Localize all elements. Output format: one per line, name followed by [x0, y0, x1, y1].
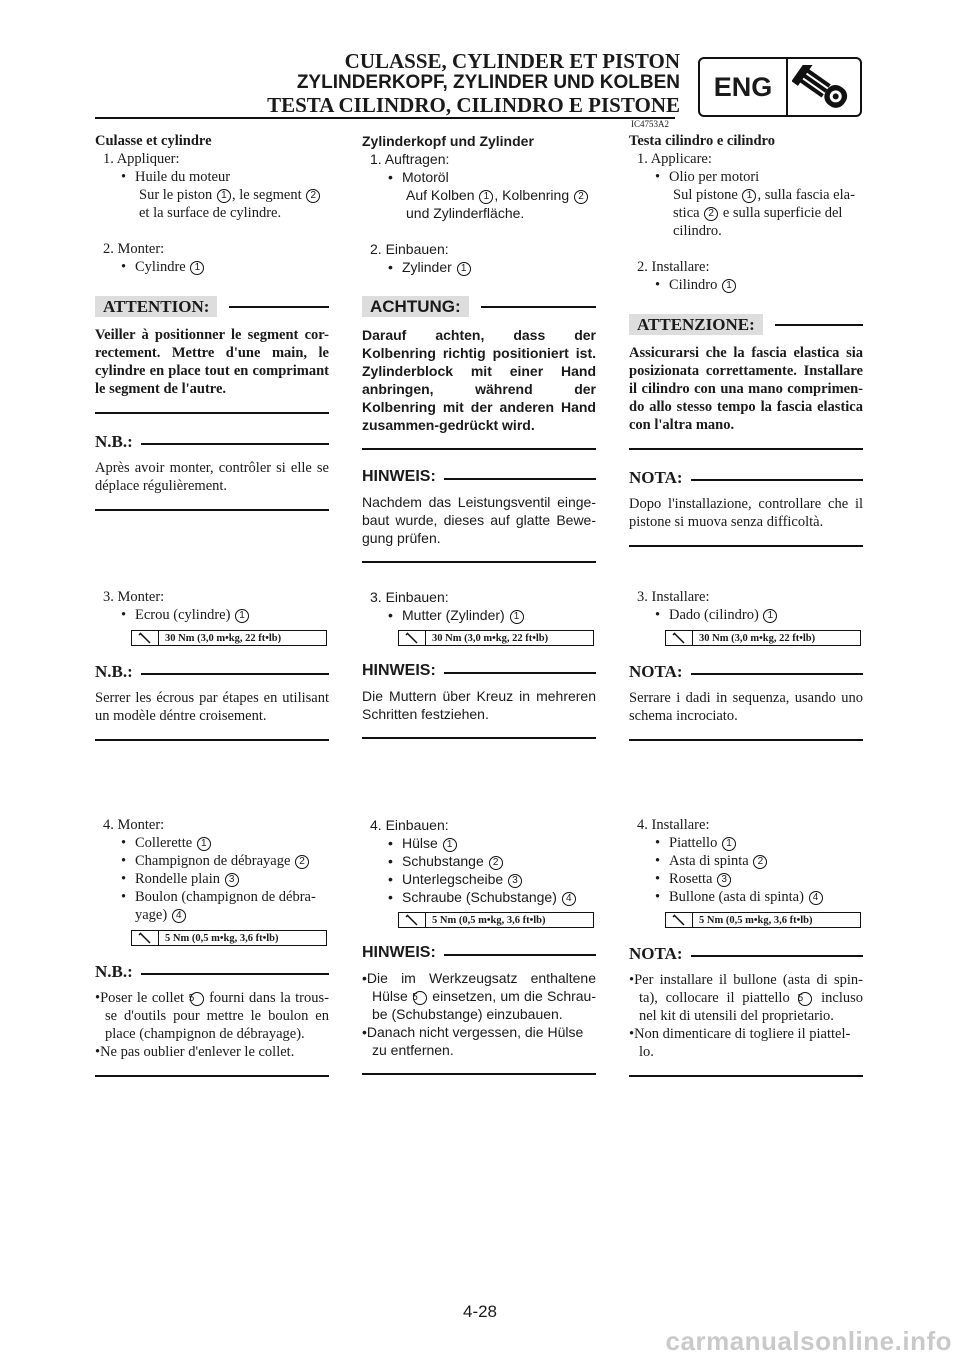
- list-item: • Piattello 1: [629, 834, 863, 852]
- note-text: Serrare i dadi in sequenza, usando uno schema incrociato.: [629, 690, 863, 724]
- torque-spec: 5 Nm (0,5 m•kg, 3,6 ft•lb): [665, 912, 861, 928]
- wrench-icon: [132, 931, 159, 945]
- list-item: • Motoröl: [362, 168, 596, 186]
- note-header: HINWEIS:: [362, 468, 596, 486]
- step-1-detail-2: und Zylinderfläche.: [406, 205, 525, 221]
- step-1-title: 1. Appliquer:: [103, 151, 180, 167]
- list-item: • Asta di spinta 2: [629, 852, 863, 870]
- warning-header: ATTENZIONE:: [629, 314, 863, 335]
- torque-spec: 30 Nm (3,0 m•kg, 22 ft•lb): [131, 630, 327, 646]
- page-header: [267, 50, 680, 116]
- section-code: IC4753A2: [631, 119, 669, 129]
- note-header: NOTA:: [629, 944, 863, 964]
- list-item: • Dado (cilindro) 1: [629, 606, 863, 624]
- list-item: • Olio per motori: [629, 168, 863, 186]
- note-item: •Ne pas oublier d'enlever le collet.: [95, 1044, 295, 1060]
- list-item: • Unterlegscheibe 3: [362, 870, 596, 888]
- step-1-detail-3: cilindro.: [673, 223, 722, 239]
- list-item: • Collerette 1: [95, 834, 329, 852]
- divider: [362, 737, 596, 739]
- column-de-step3: [362, 588, 596, 739]
- note-header: N.B.:: [95, 432, 329, 452]
- page-number: 4-28: [462, 1302, 498, 1321]
- torque-spec: 5 Nm (0,5 m•kg, 3,6 ft•lb): [398, 912, 594, 928]
- step-3-title: 3. Monter:: [103, 589, 165, 605]
- list-item: • Champignon de débrayage 2: [95, 852, 329, 870]
- note-header: NOTA:: [629, 468, 863, 488]
- list-item: • Bullone (asta di spinta) 4: [629, 888, 863, 906]
- column-de: [362, 132, 596, 563]
- section-heading: Zylinderkopf und Zylinder: [362, 133, 534, 149]
- note-header: HINWEIS:: [362, 662, 596, 680]
- divider: [362, 561, 596, 563]
- badge-label: ENG: [700, 59, 788, 115]
- list-item: • Ecrou (cylindre) 1: [95, 606, 329, 624]
- step-4-title: 4. Installare:: [637, 817, 710, 833]
- divider: [629, 1075, 863, 1077]
- note-text: Nachdem das Leistungsventil einge-baut wurde, dieses auf glatte Bewe-gung prüfen.: [362, 494, 596, 546]
- section-heading: Testa cilindro e cilindro: [629, 133, 775, 149]
- note-item: •Die im Werkzeugsatz enthaltene Hülse 5 einsetzen, um die Schrau-be (Schubstange) einzubauen.: [362, 970, 597, 1022]
- note-header: N.B.:: [95, 662, 329, 682]
- note-text: Die Muttern über Kreuz in mehreren Schritten festziehen.: [362, 688, 596, 722]
- wrench-icon: [399, 913, 426, 927]
- divider: [629, 545, 863, 547]
- wrench-icon: [666, 913, 693, 927]
- note-item: •Poser le collet 5 fourni dans la trous-se d'outils pour mettre le boulon en place (champignon de débrayage).: [95, 990, 329, 1042]
- divider: [362, 1073, 596, 1075]
- list-item: • Zylinder 1: [362, 258, 596, 276]
- list-item: • Boulon (champignon de débra-: [95, 888, 329, 906]
- note-item: •Non dimenticare di togliere il piattel-lo.: [629, 1026, 851, 1060]
- step-2-title: 2. Monter:: [103, 241, 165, 257]
- list-item: • Mutter (Zylinder) 1: [362, 606, 596, 624]
- note-header: HINWEIS:: [362, 944, 596, 962]
- divider: [95, 1075, 329, 1077]
- step-4-title: 4. Monter:: [103, 817, 165, 833]
- list-item: • Schraube (Schubstange) 4: [362, 888, 596, 906]
- column-fr: [95, 132, 329, 511]
- list-item: • Rosetta 3: [629, 870, 863, 888]
- column-de-step4: [362, 816, 596, 1075]
- note-text: Serrer les écrous par étapes en utilisant un modèle déntre croisement.: [95, 690, 329, 724]
- warning-text: Assicurarsi che la fascia elastica sia posizionata correttamente. Installare il cilindro con una mano comprimen-do allo stesso tempo la fascia elastica con l'altra mano.: [629, 345, 863, 433]
- note-item: •Per installare il bullone (asta di spin-ta), collocare il piattello 5 incluso nel kit di utensili del proprietario.: [629, 972, 863, 1024]
- header-title-it: TESTA CILINDRO, CILINDRO E PISTONE: [267, 93, 680, 117]
- step-2-title: 2. Installare:: [637, 259, 710, 275]
- list-item: • Schubstange 2: [362, 852, 596, 870]
- step-2-title: 2. Einbauen:: [370, 241, 449, 257]
- divider: [629, 739, 863, 741]
- wrench-icon: [666, 631, 693, 645]
- warning-text: Darauf achten, dass der Kolbenring richtig positioniert ist. Zylinderblock mit einer Hand anbringen, während der Kolbenring mit der anderen Hand zusammen-gedrückt wird.: [362, 327, 596, 433]
- note-item: •Danach nicht vergessen, die Hülse zu entfernen.: [362, 1024, 584, 1058]
- divider: [95, 739, 329, 741]
- wrench-icon: [132, 631, 159, 645]
- list-item: • Rondelle plain 3: [95, 870, 329, 888]
- wrench-icon: [399, 631, 426, 645]
- note-header: NOTA:: [629, 662, 863, 682]
- divider: [95, 509, 329, 511]
- step-1-detail: Sul pistone 1 , sulla fascia ela-: [673, 187, 855, 203]
- engine-icon: [788, 59, 860, 115]
- list-item: • Cilindro 1: [629, 276, 863, 294]
- header-title-fr: CULASSE, CYLINDER ET PISTON: [344, 49, 680, 73]
- step-3-title: 3. Einbauen:: [370, 589, 449, 605]
- warning-text: Veiller à positionner le segment cor-rectement. Mettre d'une main, le cylindre en place tout en comprimant le segment de l'autre.: [95, 327, 329, 397]
- warning-header: ACHTUNG:: [362, 296, 596, 317]
- torque-spec: 5 Nm (0,5 m•kg, 3,6 ft•lb): [131, 930, 327, 946]
- step-4-title: 4. Einbauen:: [370, 817, 449, 833]
- column-it: [629, 132, 863, 547]
- note-text: Après avoir monter, contrôler si elle se déplace régulièrement.: [95, 460, 329, 494]
- header-rule: [95, 117, 675, 119]
- step-1-detail: Auf Kolben 1 , Kolbenring 2: [362, 186, 596, 204]
- list-item-cont: yage) 4: [95, 906, 329, 924]
- step-1-detail-2: et la surface de cylindre.: [139, 205, 282, 221]
- column-fr-step4: [95, 816, 329, 1077]
- column-it-step3: [629, 588, 863, 741]
- list-item: • Cylindre 1: [95, 258, 329, 276]
- step-1-detail: Sur le piston 1 , le segment 2: [95, 186, 329, 204]
- header-title-de: ZYLINDERKOPF, ZYLINDER UND KOLBEN: [296, 72, 680, 93]
- column-fr-step3: [95, 588, 329, 741]
- list-item: • Huile du moteur: [95, 168, 329, 186]
- note-header: N.B.:: [95, 962, 329, 982]
- torque-spec: 30 Nm (3,0 m•kg, 22 ft•lb): [398, 630, 594, 646]
- step-3-title: 3. Installare:: [637, 589, 710, 605]
- torque-spec: 30 Nm (3,0 m•kg, 22 ft•lb): [665, 630, 861, 646]
- section-badge: [698, 57, 862, 117]
- step-1-title: 1. Auftragen:: [370, 151, 450, 167]
- note-text: Dopo l'installazione, controllare che il pistone si muova senza difficoltà.: [629, 496, 863, 530]
- step-1-title: 1. Applicare:: [637, 151, 712, 167]
- warning-header: ATTENTION:: [95, 296, 329, 317]
- list-item: • Hülse 1: [362, 834, 596, 852]
- column-it-step4: [629, 816, 863, 1077]
- step-1-detail-2: stica 2 e sulla superficie del: [673, 205, 843, 221]
- section-heading: Culasse et cylindre: [95, 133, 212, 149]
- watermark: carmanualsonline.info: [665, 1326, 952, 1356]
